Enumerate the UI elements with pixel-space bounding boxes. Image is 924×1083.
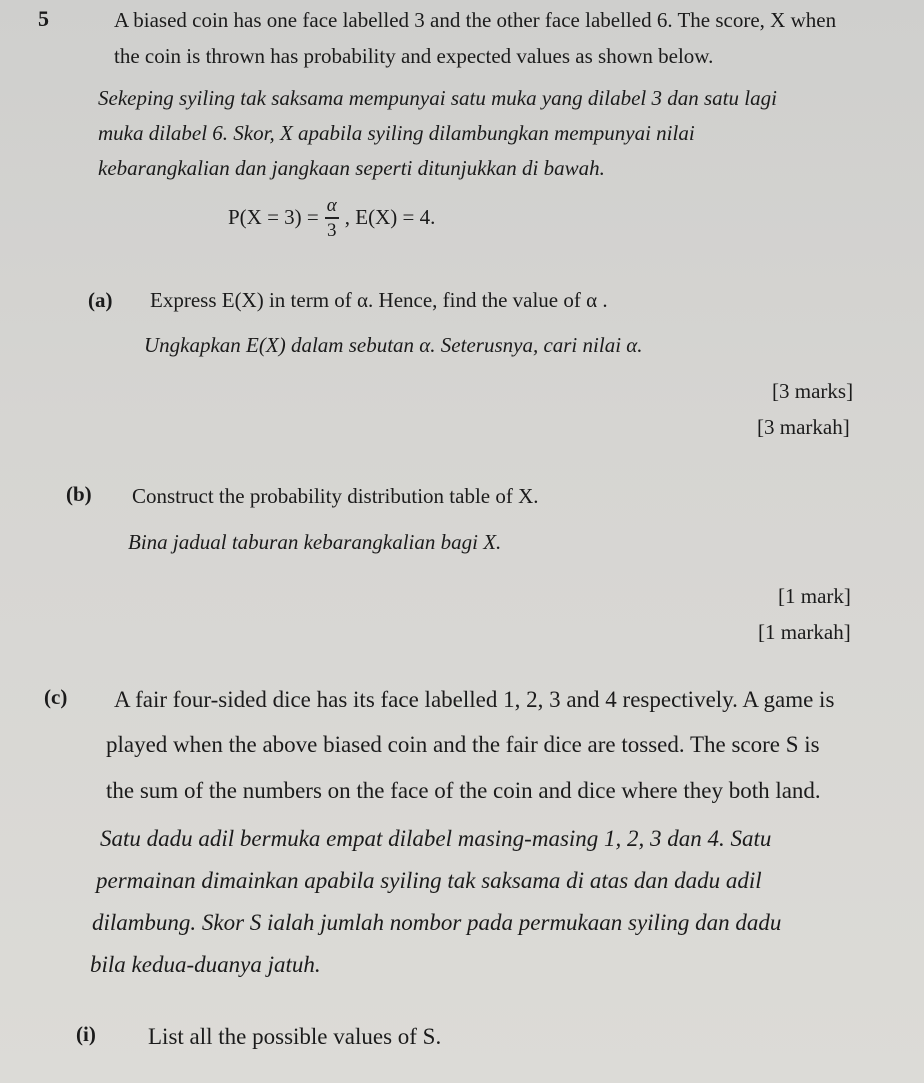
part-b-en: Construct the probability distribution table of X. [132, 484, 539, 508]
part-c-en-line-2: played when the above biased coin and the fair dice are tossed. The score S is [106, 732, 820, 757]
formula-fraction [325, 196, 339, 240]
part-c-my-line-4: bila kedua-duanya jatuh. [90, 952, 321, 977]
part-a-en: Express E(X) in term of α. Hence, find the value of α . [150, 288, 608, 312]
part-c-en-line-3: the sum of the numbers on the face of the coin and dice where they both land. [106, 778, 821, 803]
intro-my-line-1: Sekeping syiling tak saksama mempunyai satu muka yang dilabel 3 dan satu lagi [98, 86, 777, 110]
part-b-label: (b) [66, 482, 92, 506]
fraction-bar [325, 217, 339, 219]
part-c-label: (c) [44, 685, 68, 709]
part-b-marks-my: [1 markah] [758, 620, 851, 644]
part-a-my: Ungkapkan E(X) dalam sebutan α. Seterusnya, cari nilai α. [144, 333, 643, 357]
intro-en-line-2: the coin is thrown has probability and expected values as shown below. [114, 44, 714, 68]
part-c-my-line-3: dilambung. Skor S ialah jumlah nombor pada permukaan syiling dan dadu [92, 910, 782, 935]
formula [228, 196, 435, 240]
part-b-my: Bina jadual taburan kebarangkalian bagi X. [128, 530, 502, 554]
fraction-denominator: 3 [327, 219, 337, 241]
intro-en-line-1: A biased coin has one face labelled 3 and the other face labelled 6. The score, X when [114, 8, 837, 32]
part-b-marks-en: [1 mark] [778, 584, 851, 608]
formula-probability: P(X = 3) = [228, 205, 319, 230]
part-c-i-en: List all the possible values of S. [148, 1024, 442, 1049]
part-a-label: (a) [88, 288, 113, 312]
part-c-my-line-2: permainan dimainkan apabila syiling tak saksama di atas dan dadu adil [96, 868, 762, 893]
part-c-en-line-1: A fair four-sided dice has its face labelled 1, 2, 3 and 4 respectively. A game is [114, 687, 835, 712]
question-number: 5 [38, 6, 49, 31]
fraction-numerator: α [326, 195, 337, 216]
part-c-i-label: (i) [76, 1022, 96, 1046]
intro-my-line-3: kebarangkalian dan jangkaan seperti ditunjukkan di bawah. [98, 156, 605, 180]
part-a-marks-my: [3 markah] [757, 415, 850, 439]
formula-expectation: , E(X) = 4. [344, 205, 436, 230]
part-a-marks-en: [3 marks] [772, 379, 854, 403]
part-c-my-line-1: Satu dadu adil bermuka empat dilabel masing-masing 1, 2, 3 dan 4. Satu [100, 826, 772, 851]
intro-my-line-2: muka dilabel 6. Skor, X apabila syiling dilambungkan mempunyai nilai [98, 121, 695, 145]
